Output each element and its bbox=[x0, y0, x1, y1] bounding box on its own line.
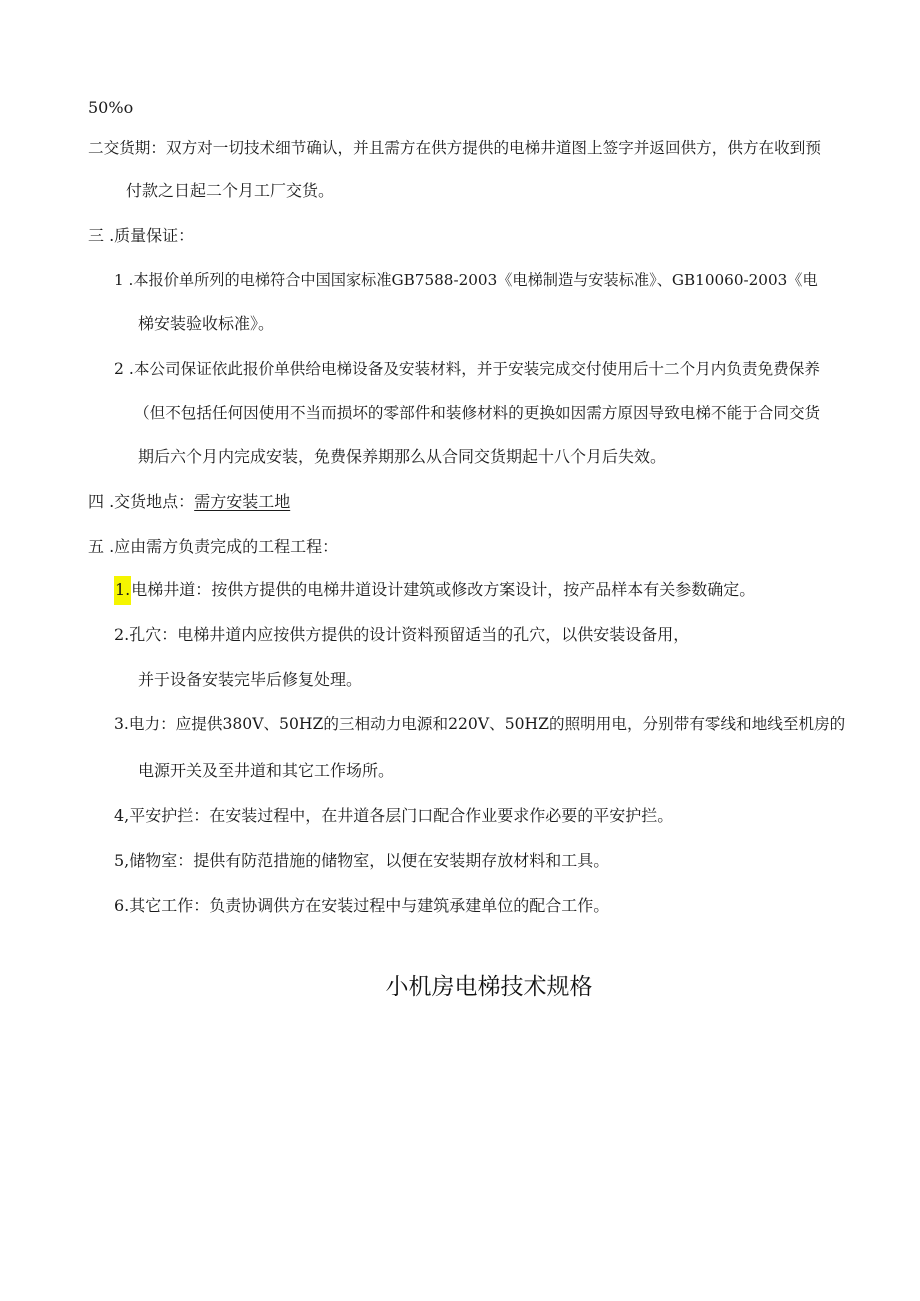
delivery-period-line-1: 二交货期：双方对一切技术细节确认，并且需方在供方提供的电梯井道图上签字并返回供方，供方在收到预 bbox=[88, 139, 821, 157]
delivery-location-line bbox=[88, 492, 290, 512]
responsibility-item-2-line-2: 并于设备安装完毕后修复处理。 bbox=[138, 670, 363, 689]
quality-item-2-line-1: 2 .本公司保证依此报价单供给电梯设备及安装材料，并于安装完成交付使用后十二个月内负责免费保养 bbox=[114, 360, 820, 378]
responsibility-item-3-line-2: 电源开关及至井道和其它工作场所。 bbox=[138, 761, 395, 780]
responsibility-item-4: 4,平安护拦：在安装过程中，在井道各层门口配合作业要求作必要的平安护拦。 bbox=[114, 806, 674, 825]
quality-item-2-line-2: （但不包括任何因使用不当而损坏的零部件和装修材料的更换如因需方原因导致电梯不能于合同交货 bbox=[134, 404, 821, 422]
responsibility-item-2-line-1: 2.孔穴：电梯井道内应按供方提供的设计资料预留适当的孔穴，以供安装设备用， bbox=[114, 625, 690, 644]
responsibility-item-5: 5,储物室：提供有防范措施的储物室，以便在安装期存放材料和工具。 bbox=[114, 851, 610, 870]
section-heading: 小机房电梯技术规格 bbox=[385, 974, 593, 1000]
delivery-location-label: 四 .交货地点： bbox=[88, 492, 195, 511]
quality-item-1-line-1: 1 .本报价单所列的电梯符合中国国家标准GB7588-2003《电梯制造与安装标准》、GB10060-2003《电 bbox=[114, 271, 818, 289]
highlighted-item-number: 1. bbox=[114, 576, 131, 605]
quality-assurance-heading: 三 .质量保证： bbox=[88, 226, 195, 245]
buyer-responsibilities-heading: 五 .应由需方负责完成的工程工程： bbox=[88, 537, 339, 556]
delivery-period-line-2: 付款之日起二个月工厂交货。 bbox=[126, 181, 335, 200]
delivery-location-value: 需方安装工地 bbox=[194, 492, 291, 511]
responsibility-item-1-text: 电梯井道：按供方提供的电梯井道设计建筑或修改方案设计，按产品样本有关参数确定。 bbox=[131, 580, 756, 599]
percentage-line: 50%o bbox=[88, 98, 134, 117]
responsibility-item-6: 6.其它工作：负责协调供方在安装过程中与建筑承建单位的配合工作。 bbox=[114, 896, 610, 915]
quality-item-1-line-2: 梯安装验收标准》。 bbox=[138, 314, 275, 333]
responsibility-item-3-line-1: 3.电力：应提供380V、50HZ的三相动力电源和220V、50HZ的照明用电，分别带有零线和地线至机房的 bbox=[114, 715, 846, 733]
responsibility-item-1 bbox=[114, 580, 755, 600]
quality-item-2-line-3: 期后六个月内完成安装，免费保养期那么从合同交货期起十八个月后失效。 bbox=[138, 447, 667, 466]
